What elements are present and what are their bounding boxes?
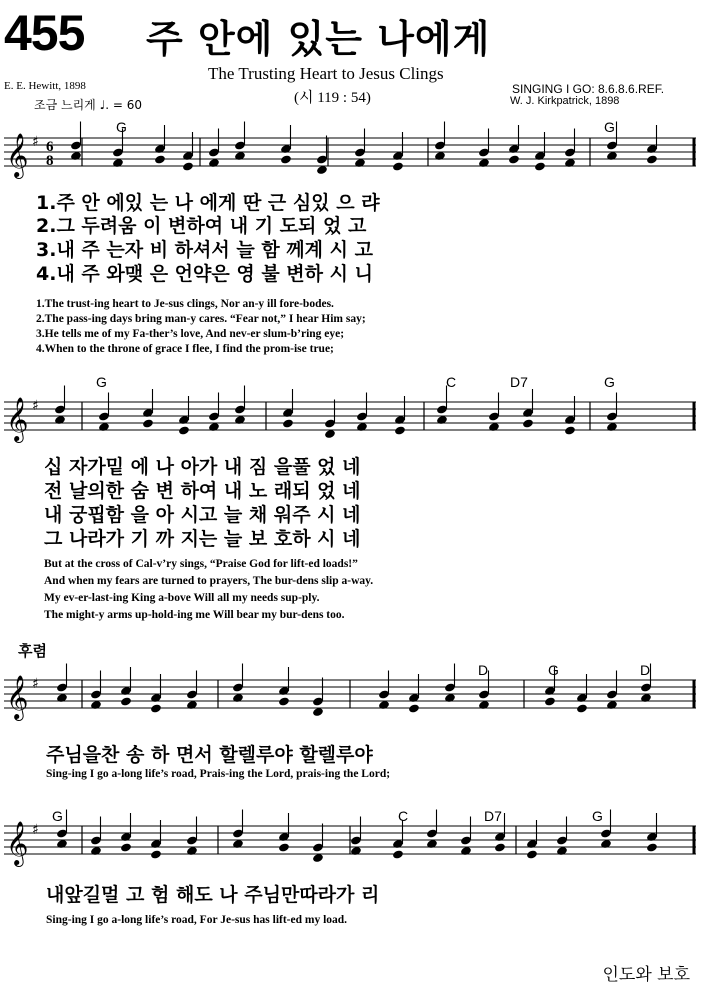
svg-text:𝄞: 𝄞 bbox=[6, 397, 29, 441]
note-head bbox=[90, 817, 102, 857]
chord-symbol: G bbox=[548, 662, 559, 678]
svg-text:6: 6 bbox=[46, 139, 54, 155]
composer: W. J. Kirkpatrick, 1898 bbox=[510, 95, 620, 107]
verse-4-english-line2: The might-y arms up-hold-ing me Will bear my bur-dens too. bbox=[44, 609, 345, 621]
note-head bbox=[378, 671, 390, 711]
verse-2-korean-line2: 전 날의한 숨 변 하여 내 노 래되 었 네 bbox=[44, 480, 361, 502]
refrain-label: 후렴 bbox=[18, 642, 47, 660]
title-korean: 주 안에 있는 나에게 bbox=[146, 17, 491, 61]
svg-text:𝄞: 𝄞 bbox=[6, 133, 29, 177]
note-head bbox=[316, 136, 328, 176]
svg-text:♯: ♯ bbox=[32, 398, 39, 414]
verse-1-korean: 1.주 안 에있 는 나 에게 딴 근 심있 으 랴 bbox=[36, 192, 380, 214]
chord-symbol: D7 bbox=[484, 808, 502, 824]
note-head bbox=[356, 393, 368, 433]
verse-3-english-line2: My ev-er-last-ing King a-bove Will all my needs sup-ply. bbox=[44, 592, 320, 604]
verse-1-english: 1.The trust-ing heart to Je-sus clings, Nor an-y ill fore-bodes. bbox=[36, 298, 334, 310]
note-head bbox=[354, 129, 366, 169]
refrain-english-1: Sing-ing I go a-long life’s road, Prais-ing the Lord, prais-ing the Lord; bbox=[46, 768, 391, 780]
note-head bbox=[350, 817, 362, 857]
note-head bbox=[90, 671, 102, 711]
note-head bbox=[234, 386, 246, 426]
refrain-korean-2: 내앞길멀 고 험 해도 나 주님만따라가 리 bbox=[46, 884, 380, 906]
note-head bbox=[232, 664, 244, 704]
note-head bbox=[98, 393, 110, 433]
note-head bbox=[208, 393, 220, 433]
chord-symbol: D7 bbox=[510, 374, 528, 390]
note-head bbox=[488, 393, 500, 433]
hymn-number: 455 bbox=[4, 5, 85, 61]
svg-text:♯: ♯ bbox=[32, 822, 39, 838]
svg-text:8: 8 bbox=[46, 153, 54, 169]
svg-text:𝄞: 𝄞 bbox=[6, 821, 29, 865]
meter-label: SINGING I GO: 8.6.8.6.REF. bbox=[512, 82, 665, 96]
chord-symbol: G bbox=[592, 808, 603, 824]
note-head bbox=[556, 817, 568, 857]
note-head bbox=[186, 817, 198, 857]
note-head bbox=[436, 386, 448, 426]
note-head bbox=[234, 122, 246, 162]
note-head bbox=[324, 400, 336, 440]
chord-symbol: G bbox=[604, 119, 615, 135]
note-head bbox=[56, 664, 68, 704]
chord-symbol: D bbox=[478, 662, 489, 678]
note-head bbox=[460, 817, 472, 857]
staff-system-2 bbox=[0, 382, 702, 462]
staff-system-1 bbox=[0, 118, 702, 198]
chord-symbol: G bbox=[52, 808, 63, 824]
verse-3-english: 3.He tells me of my Fa-ther’s love, And nev-er slum-b’ring eye; bbox=[36, 328, 345, 340]
chord-symbol: D bbox=[640, 662, 651, 678]
verse-2-korean: 2.그 두려움 이 변하여 내 기 도되 었 고 bbox=[36, 215, 367, 237]
tempo-marking: 조금 느리게 ♩. = 60 bbox=[34, 98, 143, 112]
note-head bbox=[444, 664, 456, 704]
verse-1-korean-line2: 십 자가밑 에 나 아가 내 짐 을풀 었 네 bbox=[44, 456, 361, 478]
chord-symbol: C bbox=[398, 808, 409, 824]
chord-symbol: G bbox=[116, 119, 127, 135]
note-head bbox=[186, 671, 198, 711]
chord-symbol: C bbox=[446, 374, 457, 390]
verse-3-korean: 3.내 주 는자 비 하셔서 늘 함 께계 시 고 bbox=[36, 239, 373, 261]
svg-text:♯: ♯ bbox=[32, 676, 39, 692]
note-head bbox=[606, 393, 618, 433]
note-head bbox=[312, 824, 324, 864]
staff-system-3 bbox=[0, 660, 702, 740]
verse-3-korean-line2: 내 궁핍함 을 아 시고 늘 채 워주 시 네 bbox=[44, 504, 361, 526]
verse-2-english: 2.The pass-ing days bring man-y cares. “Fear not,” I hear Him say; bbox=[36, 313, 366, 325]
note-head bbox=[564, 129, 576, 169]
note-head bbox=[478, 129, 490, 169]
category-footer: 인도와 보호 bbox=[602, 965, 690, 985]
svg-text:♯: ♯ bbox=[32, 134, 39, 150]
note-head bbox=[70, 122, 82, 162]
verse-4-english: 4.When to the throne of grace I flee, I find the prom-ise true; bbox=[36, 343, 334, 355]
note-head bbox=[606, 671, 618, 711]
note-head bbox=[208, 129, 220, 169]
verse-1-english-line2: But at the cross of Cal-v’ry sings, “Praise God for lift-ed loads!” bbox=[44, 558, 358, 570]
verse-4-korean: 4.내 주 와맺 은 언약은 영 불 변하 시 니 bbox=[36, 263, 373, 285]
note-head bbox=[232, 810, 244, 850]
refrain-english-2: Sing-ing I go a-long life’s road, For Je-sus has lift-ed my load. bbox=[46, 914, 348, 926]
verse-4-korean-line2: 그 나라가 기 까 지는 늘 보 호하 시 네 bbox=[44, 528, 361, 550]
chord-symbol: G bbox=[96, 374, 107, 390]
title-english: The Trusting Heart to Jesus Clings bbox=[208, 64, 444, 83]
lyricist: E. E. Hewitt, 1898 bbox=[4, 80, 86, 92]
svg-text:𝄞: 𝄞 bbox=[6, 675, 29, 719]
verse-2-english-line2: And when my fears are turned to prayers, The bur-dens slip a-way. bbox=[44, 575, 374, 587]
refrain-korean-1: 주님을찬 송 하 면서 할렐루야 할렐루야 bbox=[46, 744, 373, 766]
note-head bbox=[426, 810, 438, 850]
note-head bbox=[54, 386, 66, 426]
note-head bbox=[434, 122, 446, 162]
scripture-reference: (시 119 : 54) bbox=[294, 90, 371, 106]
note-head bbox=[312, 678, 324, 718]
chord-symbol: G bbox=[604, 374, 615, 390]
